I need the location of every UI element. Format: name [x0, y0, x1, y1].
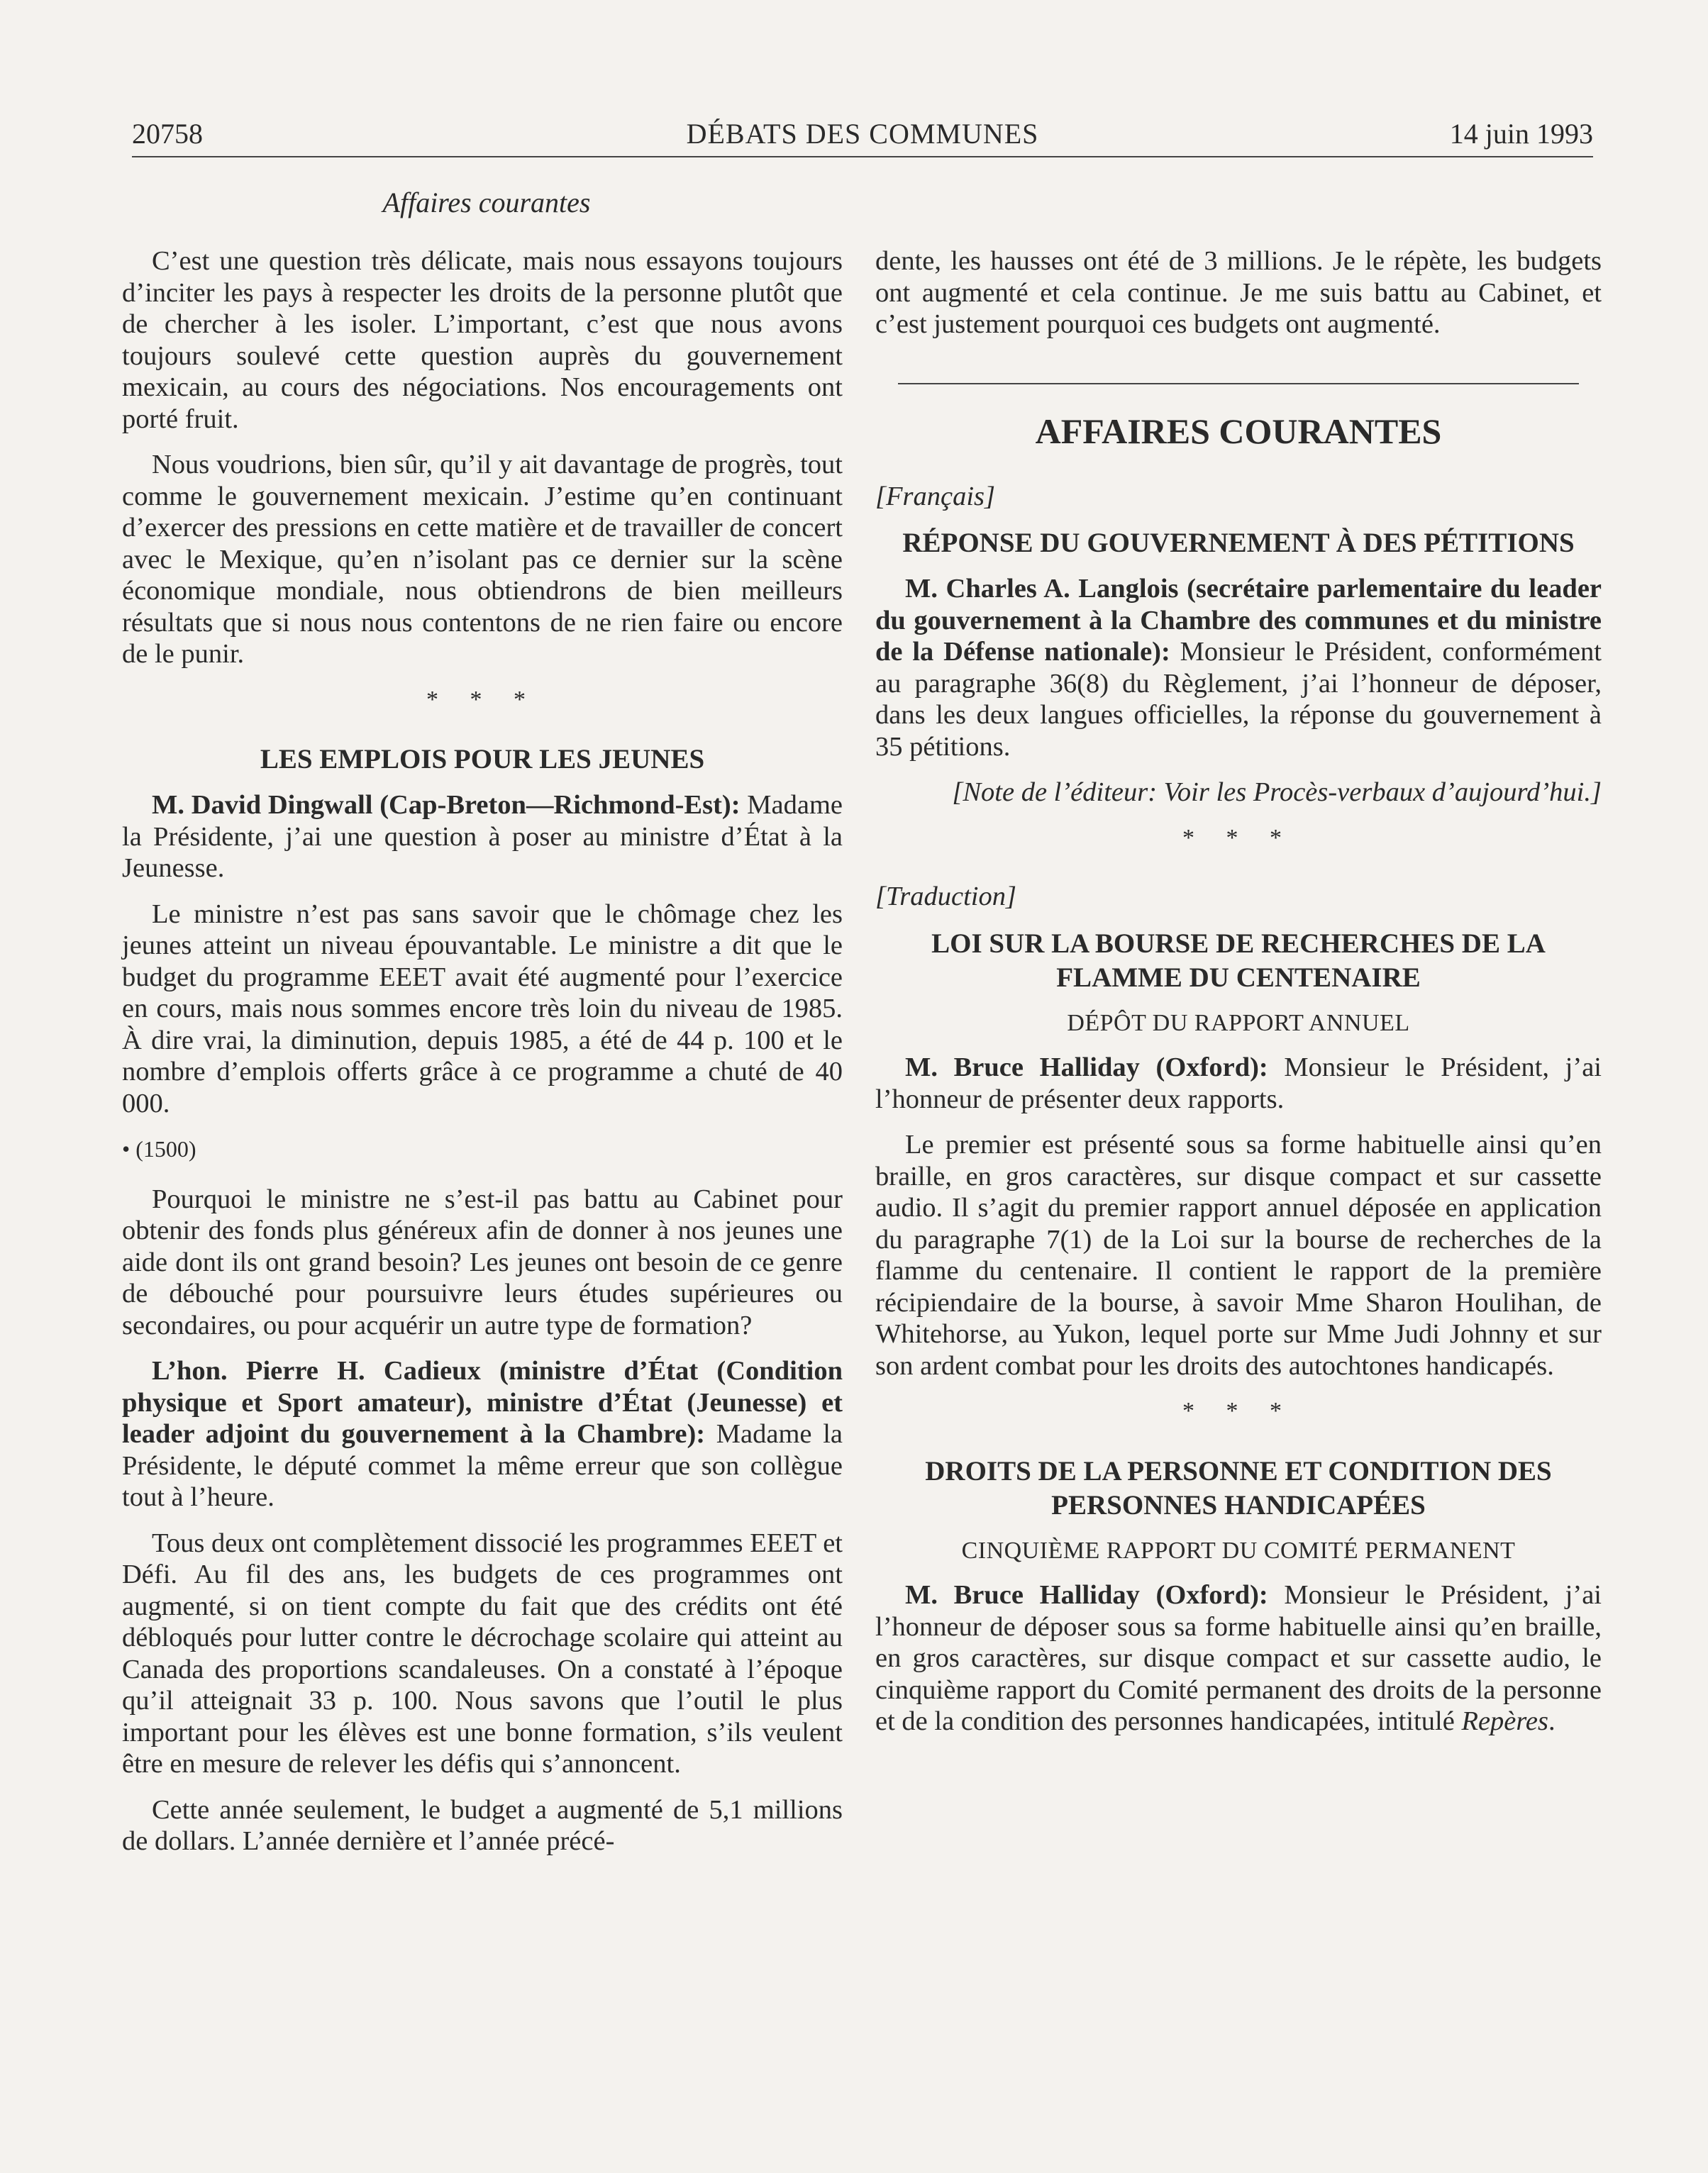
- paragraph: Le premier est présenté sous sa forme habituelle ainsi qu’en braille, en gros caractères, sur disque compact et sur cassette audio. Il s’agit du premier rapport annuel déposée en application du paragraphe 7(1) de la Loi sur la bourse de recherches de la flamme du centenaire. Il contient le rapport de la première récipiendaire de la bourse, à savoir Mme Sharon Houlihan, de Whitehorse, au Yukon, lequel porte sur Mme Judi Johnny et sur son ardent combat pour les droits des autochtones handicapés.: [875, 1130, 1602, 1381]
- speech-paragraph: [122, 1355, 843, 1513]
- major-heading: AFFAIRES COURANTES: [1035, 411, 1442, 451]
- page-number: 20758: [132, 118, 203, 150]
- right-column: [875, 245, 1602, 1752]
- left-column: [122, 245, 843, 1872]
- editor-note: [Note de l’éditeur: Voir les Procès-verbaux d’aujourd’hui.]: [952, 777, 1602, 807]
- publication-title: DÉBATS DES COMMUNES: [686, 118, 1039, 150]
- language-marker: [Français]: [875, 481, 995, 511]
- speech-text-end: .: [1548, 1706, 1556, 1736]
- paragraph: Tous deux ont complètement dissocié les programmes EEET et Défi. Au fil des ans, les budgets de ces programmes ont augmenté, si on tient compte du fait que des crédits ont été débloqués pour lutter contre le décrochage scolaire qui atteint au Canada des proportions scandaleuses. On a constaté à l’époque qu’il atteignait 33 p. 100. Nous savons que l’outil le plus important pour les élèves est une bonne formation, s’ils veulent être en mesure de relever les défis qui s’annoncent.: [122, 1528, 843, 1779]
- section-heading: LES EMPLOIS POUR LES JEUNES: [260, 744, 705, 774]
- divider: [898, 383, 1579, 384]
- paragraph: Cette année seulement, le budget a augmenté de 5,1 millions de dollars. L’année dernière et l’année précé-: [122, 1794, 843, 1856]
- time-marker: • (1500): [122, 1136, 196, 1162]
- speech-text: Monsieur le Président, j’ai l’honneur de déposer sous sa forme habituelle ainsi qu’en braille, en gros caractères, sur disque compact et sur cassette audio, le cinquième rapport du Comité permanent des droits de la personne et de la condition des personnes handicapées, intitulé: [875, 1580, 1602, 1736]
- speech-paragraph: [875, 1579, 1602, 1738]
- page-header: [132, 113, 1593, 157]
- report-title: Repères: [1461, 1706, 1549, 1736]
- section-separator: * * *: [1182, 824, 1294, 851]
- subheading: CINQUIÈME RAPPORT DU COMITÉ PERMANENT: [961, 1537, 1516, 1564]
- section-separator: * * *: [426, 686, 538, 713]
- paragraph: Le ministre n’est pas sans savoir que le chômage chez les jeunes atteint un niveau épouvantable. Le ministre a dit que le budget du programme EEET avait été augmenté pour l’exercice en cours, mais nous sommes encore très loin du niveau de 1985. À dire vrai, la diminution, depuis 1985, a été de 44 p. 100 et le nombre d’emplois offerts grâce à ce programme a chuté de 40 000.: [122, 899, 843, 1118]
- paragraph: Pourquoi le ministre ne s’est-il pas battu au Cabinet pour obtenir des fonds plus généreux afin de donner à nos jeunes une aide dont ils ont grand besoin? Les jeunes ont besoin de ce genre de débouché pour poursuivre leurs études supérieures ou secondaires, ou pour acquérir un autre type de formation?: [122, 1184, 843, 1340]
- section-heading: DROITS DE LA PERSONNE ET CONDITION DES PERSONNES HANDICAPÉES: [925, 1455, 1552, 1521]
- speech-paragraph: [122, 789, 843, 884]
- section-separator: * * *: [1182, 1398, 1294, 1424]
- speaker-name: M. Charles A. Langlois (secrétaire parlementaire du leader du gouvernement à la Chambre des communes et du ministre de la Défense nationale):: [875, 574, 1602, 667]
- speech-paragraph: [875, 573, 1602, 762]
- speech-text: Monsieur le Président, conformément au paragraphe 36(8) du Règlement, j’ai l’honneur de déposer, dans les deux langues officielles, la réponse du gouvernement à 35 pétitions.: [875, 637, 1602, 762]
- section-label: Affaires courantes: [382, 187, 591, 218]
- speech-text: Madame la Présidente, le député commet la même erreur que son collègue tout à l’heure.: [122, 1419, 843, 1512]
- speaker-name: M. David Dingwall (Cap-Breton—Richmond-Est):: [152, 790, 741, 820]
- speech-text: Madame la Présidente, j’ai une question à poser au ministre d’État à la Jeunesse.: [122, 790, 843, 883]
- publication-date: 14 juin 1993: [1449, 118, 1593, 150]
- speaker-name: M. Bruce Halliday (Oxford):: [905, 1052, 1268, 1082]
- speech-paragraph: [875, 1052, 1602, 1115]
- speaker-name: L’hon. Pierre H. Cadieux (ministre d’État (Condition physique et Sport amateur), ministre d’État (Jeunesse) et leader adjoint du gouvernement à la Chambre):: [122, 1356, 843, 1449]
- paragraph: Nous voudrions, bien sûr, qu’il y ait davantage de progrès, tout comme le gouvernement mexicain. J’estime qu’en continuant d’exercer des pressions en cette matière et de travailler de concert avec le Mexique, qu’en n’isolant pas ce dernier sur la scène économique mondiale, nous obtiendrons de bien meilleurs résultats que si nous nous contentons de ne rien faire ou encore de le punir.: [122, 450, 843, 669]
- speech-text: Monsieur le Président, j’ai l’honneur de présenter deux rapports.: [875, 1052, 1602, 1114]
- language-marker: [Traduction]: [875, 882, 1016, 911]
- section-heading: RÉPONSE DU GOUVERNEMENT À DES PÉTITIONS: [902, 528, 1575, 558]
- paragraph: dente, les hausses ont été de 3 millions. Je le répète, les budgets ont augmenté et cela continue. Je me suis battu au Cabinet, et c’est justement pourquoi ces budgets ont augmenté.: [875, 246, 1602, 339]
- subheading: DÉPÔT DU RAPPORT ANNUEL: [1067, 1009, 1410, 1036]
- speaker-name: M. Bruce Halliday (Oxford):: [905, 1580, 1268, 1610]
- paragraph: C’est une question très délicate, mais nous essayons toujours d’inciter les pays à respecter les droits de la personne plutôt que de chercher à les isoler. L’important, c’est que nous avons toujours soulevé cette question auprès du gouvernement mexicain, au cours des négociations. Nos encouragements ont porté fruit.: [122, 246, 843, 434]
- section-heading: LOI SUR LA BOURSE DE RECHERCHES DE LA FLAMME DU CENTENAIRE: [931, 928, 1546, 993]
